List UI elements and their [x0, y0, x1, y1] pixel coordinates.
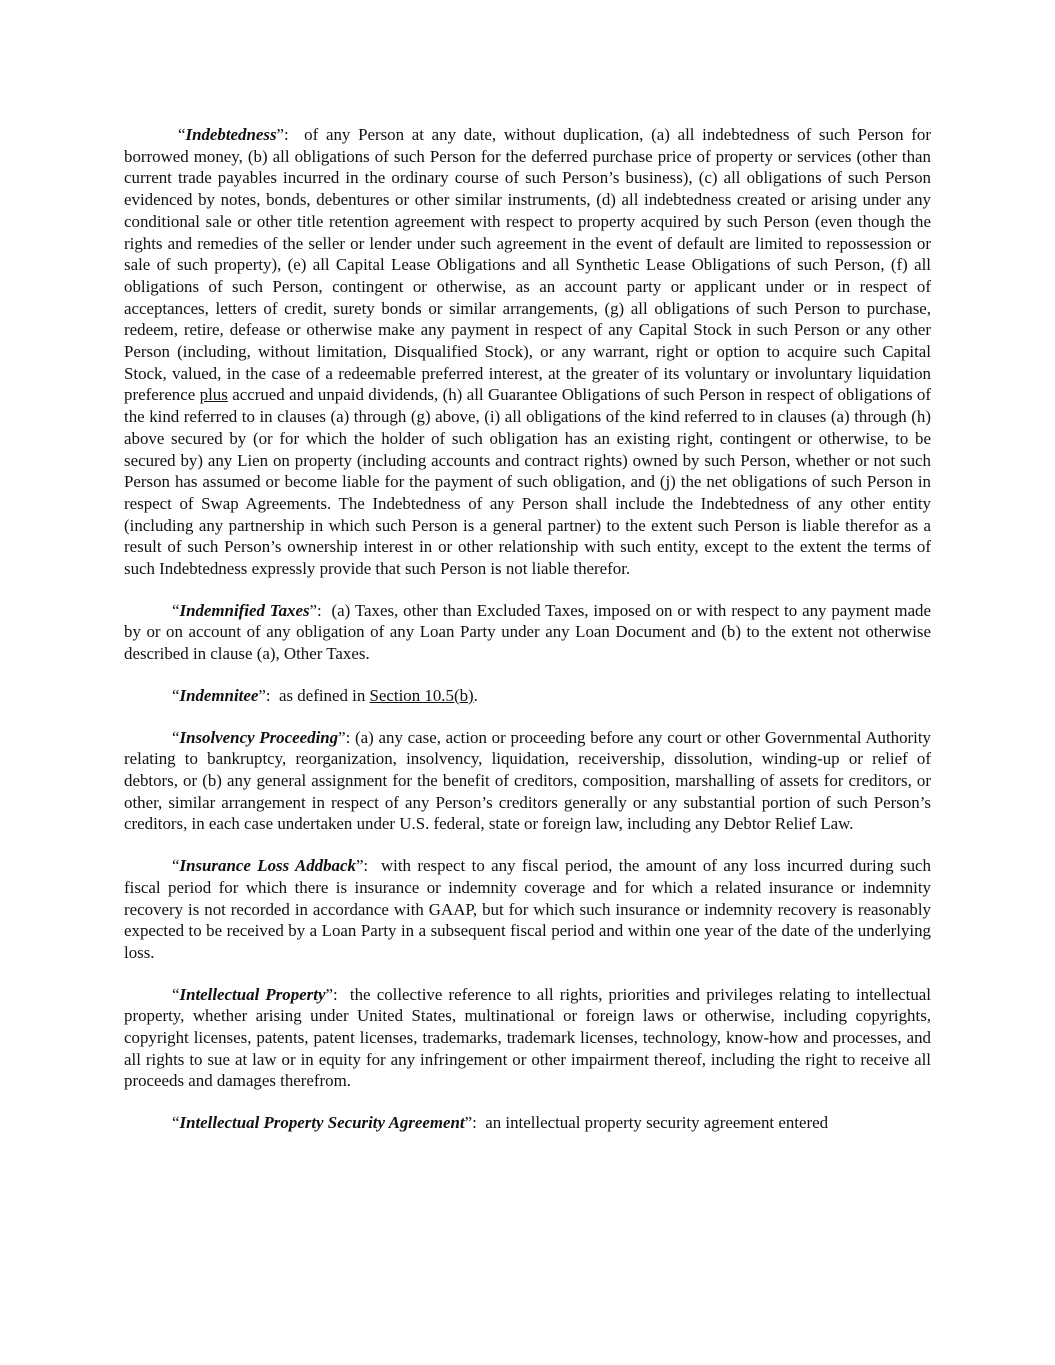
definition-indebtedness: “Indebtedness”: of any Person at any date, without duplication, (a) all indebtedness of such Person for borrowed money, (b) all obligations of such Person for the deferred purchase price of property or services (other than current trade payables incurred in the ordinary course of such Person’s business), (c) all obligations of such Person evidenced by notes, bonds, debentures or other similar instruments, (d) all indebtedness created or arising under any conditional sale or other title retention agreement with respect to property acquired by such Person (even though the rights and remedies of the seller or lender under such agreement in the event of default are limited to repossession or sale of such property), (e) all Capital Lease Obligations and all Synthetic Lease Obligations of such Person, (f) all obligations of such Person, contingent or otherwise, as an account party or applicant under or in respect of acceptances, letters of credit, surety bonds or similar arrangements, (g) all obligations of such Person to purchase, redeem, retire, defease or otherwise make any payment in respect of any Capital Stock in such Person or any other Person (including, without limitation, Disqualified Stock), or any warrant, right or option to acquire such Capital Stock, valued, in the case of a redeemable preferred interest, at the greater of its voluntary or involuntary liquidation preference plus accrued and unpaid dividends, (h) all Guarantee Obligations of such Person in respect of obligations of the kind referred to in clauses (a) through (g) above, (i) all obligations of the kind referred to in clauses (a) through (h) above secured by (or for which the holder of such obligation has an existing right, contingent or otherwise, to be secured by) any Lien on property (including accounts and contract rights) owned by such Person, whether or not such Person has assumed or become liable for the payment of such obligation, and (j) the net obligations of such Person in respect of Swap Agreements. The Indebtedness of any Person shall include the Indebtedness of any other entity (including any partnership in which such Person is a general partner) to the extent such Person is liable therefor as a result of such Person’s ownership interest in or other relationship with such entity, except to the extent the terms of such Indebtedness expressly provide that such Person is not liable therefor.	[124, 125, 931, 579]
definition-text: the collective reference to all rights, priorities and privileges relating to intellectual property, whether arising under United States, multinational or foreign laws or otherwise, including copyrights, copyright licenses, patents, patent licenses, trademarks, trademark licenses, technology, know-how and processes, and all rights to sue at law or in equity for any infringement or other impairment thereof, including the right to receive all proceeds and damages therefrom.	[124, 984, 931, 1091]
definition-indemnified-taxes: “Indemnified Taxes”: (a) Taxes, other than Excluded Taxes, imposed on or with respect to any payment made by or on account of any obligation of any Loan Party under any Loan Document and (b) to the extent not otherwise described in clause (a), Other Taxes.	[124, 600, 932, 664]
defined-term: Intellectual Property	[179, 984, 326, 1004]
definition-indemnitee: “Indemnitee”: as defined in Section 10.5(b).	[172, 685, 478, 705]
document-page	[124, 124, 931, 1154]
emphasis-plus: plus	[199, 385, 228, 405]
defined-term: Insolvency Proceeding	[179, 727, 339, 747]
defined-term: Insurance Loss Addback	[179, 856, 356, 876]
defined-term: Indemnified Taxes	[179, 600, 310, 620]
definition-text: with respect to any fiscal period, the amount of any loss incurred during such fiscal period for which there is insurance or indemnity coverage and for which a related insurance or indemnity recovery is not recorded in accordance with GAAP, but for which such insurance or indemnity recovery is reasonably expected to be received by a Loan Party in a subsequent fiscal period and within one year of the date of the underlying loss.	[124, 856, 931, 962]
definition-text: (a) Taxes, other than Excluded Taxes, imposed on or with respect to any payment made by or on account of any obligation of any Loan Party under any Loan Document and (b) to the extent not otherwise described in clause (a), Other Taxes.	[124, 600, 932, 664]
defined-term: Intellectual Property Security Agreement	[179, 1113, 465, 1133]
defined-term: Indebtedness	[185, 125, 277, 144]
definition-text: as defined in	[278, 685, 370, 705]
definition-ip-security-agreement: “Intellectual Property Security Agreement”: an intellectual property security agreement entered	[172, 1113, 829, 1133]
definition-text: an intellectual property security agreement entered	[485, 1113, 829, 1133]
definition-intellectual-property: “Intellectual Property”: the collective reference to all rights, priorities and privileges relating to intellectual property, whether arising under United States, multinational or foreign laws or otherwise, including copyrights, copyright licenses, patents, patent licenses, trademarks, trademark licenses, technology, know-how and processes, and all rights to sue at law or in equity for any infringement or other impairment thereof, including the right to receive all proceeds and damages therefrom.	[124, 984, 931, 1091]
definition-text: .	[473, 685, 478, 705]
definition-text: accrued and unpaid dividends, (h) all Guarantee Obligations of such Person in respect of obligations of the kind referred to in clauses (a) through (g) above, (i) all obligations of the kind referred to in clauses (a) through (h) above secured by (or for which the holder of such obligation has an existing right, contingent or otherwise, to be secured by) any Lien on property (including accounts and contract rights) owned by such Person, whether or not such Person has assumed or become liable for the payment of such obligation, and (j) the net obligations of such Person in respect of Swap Agreements. The Indebtedness of any Person shall include the Indebtedness of any other entity (including any partnership in which such Person is a general partner) to the extent such Person is liable therefor as a result of such Person’s ownership interest in or other relationship with such entity, except to the extent the terms of such Indebtedness expressly provide that such Person is not liable therefor.	[124, 385, 931, 579]
definition-insolvency-proceeding: “Insolvency Proceeding”: (a) any case, action or proceeding before any court or other Governmental Authority relating to bankruptcy, reorganization, insolvency, liquidation, receivership, dissolution, winding-up or relief of debtors, or (b) any general assignment for the benefit of creditors, composition, marshalling of assets for creditors, or other, similar arrangement in respect of any Person’s creditors generally or any substantial portion of such Person’s creditors, in each case undertaken under U.S. federal, state or foreign law, including any Debtor Relief Law.	[124, 727, 932, 834]
definition-text: (a) any case, action or proceeding before any court or other Governmental Authority relating to bankruptcy, reorganization, insolvency, liquidation, receivership, dissolution, winding-up or relief of debtors, or (b) any general assignment for the benefit of creditors, composition, marshalling of assets for creditors, or other, similar arrangement in respect of any Person’s creditors generally or any substantial portion of such Person’s creditors, in each case undertaken under U.S. federal, state or foreign law, including any Debtor Relief Law.	[124, 727, 932, 834]
defined-term: Indemnitee	[179, 685, 259, 705]
definition-text: of any Person at any date, without duplication, (a) all indebtedness of such Person for borrowed money, (b) all obligations of such Person for the deferred purchase price of property or services (other than current trade payables incurred in the ordinary course of such Person’s business), (c) all obligations of such Person evidenced by notes, bonds, debentures or other similar instruments, (d) all indebtedness created or arising under any conditional sale or other title retention agreement with respect to property acquired by such Person (even though the rights and remedies of the seller or lender under such agreement in the event of default are limited to repossession or sale of such property), (e) all Capital Lease Obligations and all Synthetic Lease Obligations of such Person, (f) all obligations of such Person, contingent or otherwise, as an account party or applicant under or in respect of acceptances, letters of credit, surety bonds or similar arrangements, (g) all obligations of such Person to purchase, redeem, retire, defease or otherwise make any payment in respect of any Capital Stock in such Person or any other Person (including, without limitation, Disqualified Stock), or any warrant, right or option to acquire such Capital Stock, valued, in the case of a redeemable preferred interest, at the greater of its voluntary or involuntary liquidation preference	[124, 125, 931, 405]
section-reference-link: Section 10.5(b)	[369, 685, 474, 705]
definition-insurance-loss-addback: “Insurance Loss Addback”: with respect to any fiscal period, the amount of any loss incurred during such fiscal period for which there is insurance or indemnity coverage and for which a related insurance or indemnity recovery is not recorded in accordance with GAAP, but for which such insurance or indemnity recovery is reasonably expected to be received by a Loan Party in a subsequent fiscal period and within one year of the date of the underlying loss.	[124, 856, 931, 962]
